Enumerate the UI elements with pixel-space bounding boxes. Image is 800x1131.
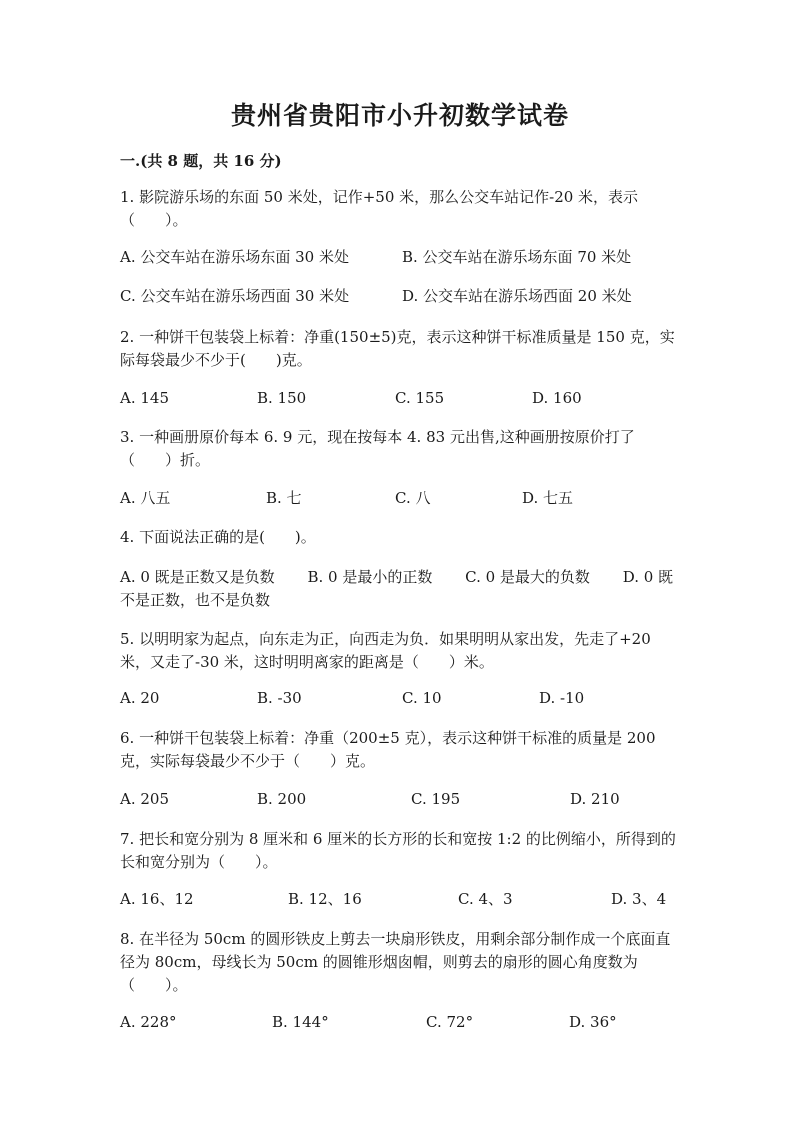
question-4-text: 4. 下面说法正确的是( )。 xyxy=(120,528,316,546)
q5-option-c[interactable]: C. 10 xyxy=(402,689,442,707)
question-7-text: 7. 把长和宽分别为 8 厘米和 6 厘米的长方形的长和宽按 1:2 的比例缩小，所得到的长和宽分别为（ ）。 xyxy=(120,830,676,871)
q3-option-a[interactable]: A. 八五 xyxy=(120,489,171,507)
question-5-options xyxy=(120,687,680,710)
question-8-text: 8. 在半径为 50cm 的圆形铁皮上剪去一块扇形铁皮，用剩余部分制作成一个底面直径为 80cm，母线长为 50cm 的圆锥形烟囱帽，则剪去的扇形的圆心角度数为（ ）。 xyxy=(120,930,671,994)
q8-option-a[interactable]: A. 228° xyxy=(120,1013,177,1031)
q4-option-b[interactable]: B. 0 是最小的正数 xyxy=(307,568,433,586)
q2-option-c[interactable]: C. 155 xyxy=(395,389,445,407)
q4-option-d[interactable]: D. 0 既不是正数，也不是负数 xyxy=(120,568,674,609)
q6-option-a[interactable]: A. 205 xyxy=(120,790,169,808)
q6-option-c[interactable]: C. 195 xyxy=(411,790,461,808)
q4-option-c[interactable]: C. 0 是最大的负数 xyxy=(465,568,590,586)
q3-option-b[interactable]: B. 七 xyxy=(266,489,302,507)
question-1-options xyxy=(120,246,680,269)
question-6-options xyxy=(120,788,680,811)
question-4-options xyxy=(120,566,680,612)
question-1-options-2 xyxy=(120,285,680,308)
q1-option-b[interactable]: B. 公交车站在游乐场东面 70 米处 xyxy=(402,248,632,266)
question-3-options xyxy=(120,487,680,510)
q7-option-c[interactable]: C. 4、3 xyxy=(458,890,513,908)
section-heading: 一.(共 8 题，共 16 分) xyxy=(120,152,282,170)
q1-option-a[interactable]: A. 公交车站在游乐场东面 30 米处 xyxy=(120,248,349,266)
q5-option-a[interactable]: A. 20 xyxy=(120,689,160,707)
q7-option-b[interactable]: B. 12、16 xyxy=(288,890,362,908)
q8-option-d[interactable]: D. 36° xyxy=(569,1013,617,1031)
q6-option-d[interactable]: D. 210 xyxy=(570,790,620,808)
question-8-options xyxy=(120,1011,680,1034)
q7-option-a[interactable]: A. 16、12 xyxy=(120,890,194,908)
q7-option-d[interactable]: D. 3、4 xyxy=(611,890,667,908)
q4-option-a[interactable]: A. 0 既是正数又是负数 xyxy=(120,568,275,586)
q8-option-c[interactable]: C. 72° xyxy=(426,1013,474,1031)
q2-option-b[interactable]: B. 150 xyxy=(257,389,307,407)
question-6-text: 6. 一种饼干包装袋上标着：净重（200±5 克），表示这种饼干标准的质量是 200 克，实际每袋最少不少于（ ）克。 xyxy=(120,729,656,770)
question-7-options xyxy=(120,888,680,911)
q1-option-c[interactable]: C. 公交车站在游乐场西面 30 米处 xyxy=(120,287,350,305)
q3-option-c[interactable]: C. 八 xyxy=(395,489,431,507)
q5-option-b[interactable]: B. -30 xyxy=(257,689,302,707)
q2-option-a[interactable]: A. 145 xyxy=(120,389,169,407)
q8-option-b[interactable]: B. 144° xyxy=(272,1013,329,1031)
page-title: 贵州省贵阳市小升初数学试卷 xyxy=(230,101,569,130)
q5-option-d[interactable]: D. -10 xyxy=(539,689,585,707)
q6-option-b[interactable]: B. 200 xyxy=(257,790,307,808)
q3-option-d[interactable]: D. 七五 xyxy=(522,489,574,507)
question-2-options xyxy=(120,387,680,410)
question-3-text: 3. 一种画册原价每本 6. 9 元，现在按每本 4. 83 元出售,这种画册按原价打了（ ）折。 xyxy=(120,428,635,469)
question-1-text: 1. 影院游乐场的东面 50 米处，记作+50 米，那么公交车站记作-20 米，表示（ ）。 xyxy=(120,188,639,229)
q1-option-d[interactable]: D. 公交车站在游乐场西面 20 米处 xyxy=(402,287,632,305)
question-2-text: 2. 一种饼干包装袋上标着：净重(150±5)克，表示这种饼干标准质量是 150 克，实际每袋最少不少于( )克。 xyxy=(120,328,675,369)
question-5-text: 5. 以明明家为起点，向东走为正，向西走为负．如果明明从家出发，先走了+20 米，又走了-30 米，这时明明离家的距离是（ ）米。 xyxy=(120,630,651,671)
q2-option-d[interactable]: D. 160 xyxy=(532,389,582,407)
